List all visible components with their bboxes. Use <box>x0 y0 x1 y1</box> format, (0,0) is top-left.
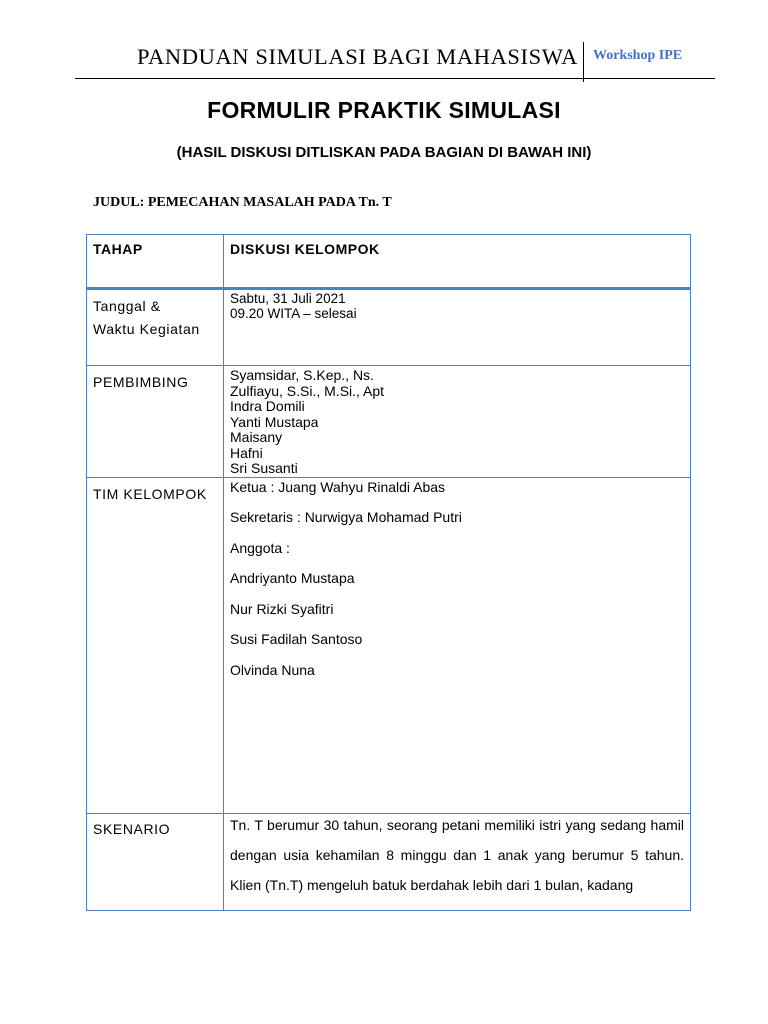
form-title: FORMULIR PRAKTIK SIMULASI <box>207 97 561 123</box>
waktu-date: Sabtu, 31 Juli 2021 <box>230 291 346 306</box>
table-row-waktu <box>87 289 691 366</box>
waktu-label-line1: Tanggal & <box>93 298 161 314</box>
pembimbing-name: Syamsidar, S.Kep., Ns. <box>230 367 374 383</box>
cell-waktu-label <box>87 289 224 366</box>
tim-anggota-label: Anggota : <box>230 539 290 556</box>
cell-waktu-value <box>224 289 691 366</box>
simulation-form-table <box>86 234 691 911</box>
header-title: PANDUAN SIMULASI BAGI MAHASISWA <box>137 44 578 69</box>
header-cell-diskusi <box>224 235 691 289</box>
cell-tim-value <box>224 477 691 813</box>
waktu-time: 09.20 WITA – selesai <box>230 306 357 321</box>
form-judul: JUDUL: PEMECAHAN MASALAH PADA Tn. T <box>93 195 392 210</box>
header-divider <box>583 42 584 82</box>
table-row-pembimbing <box>87 366 691 478</box>
col-tahap-label: TAHAP <box>93 241 143 257</box>
pembimbing-name: Sri Susanti <box>230 460 298 476</box>
col-diskusi-label: DISKUSI KELOMPOK <box>230 241 380 257</box>
tim-anggota-name: Andriyanto Mustapa <box>230 570 355 586</box>
pembimbing-name: Hafni <box>230 444 263 461</box>
tim-anggota-name: Nur Rizki Syafitri <box>230 600 334 617</box>
cell-skenario-value <box>224 813 691 910</box>
waktu-label-line2: Waktu Kegiatan <box>93 321 200 337</box>
skenario-text: Tn. T berumur 30 tahun, seorang petani memiliki istri yang sedang hamil dengan usia kehamilan 8 minggu dan 1 anak yang berumur 5 tahun. Klien (Tn.T) mengeluh batuk berdahak lebih dari 1 bulan, kadang <box>230 816 684 893</box>
tim-sekretaris: Sekretaris : Nurwigya Mohamad Putri <box>230 509 462 525</box>
table-header-row <box>87 235 691 289</box>
tim-ketua: Ketua : Juang Wahyu Rinaldi Abas <box>230 478 446 495</box>
header-rule <box>75 78 715 79</box>
pembimbing-name: Zulfiayu, S.Si., M.Si., Apt <box>230 382 385 399</box>
table-row-skenario <box>87 813 691 910</box>
cell-pembimbing-label <box>87 366 224 478</box>
header-workshop-tag: Workshop IPE <box>593 48 683 63</box>
skenario-label: SKENARIO <box>93 820 171 837</box>
pembimbing-name: Maisany <box>230 429 283 445</box>
tim-label: TIM KELOMPOK <box>93 485 207 502</box>
tim-anggota-name: Olvinda Nuna <box>230 661 315 678</box>
header-cell-tahap <box>87 235 224 289</box>
pembimbing-label: PEMBIMBING <box>93 374 189 390</box>
pembimbing-name: Yanti Mustapa <box>230 413 319 430</box>
cell-skenario-label <box>87 813 224 910</box>
table-row-tim <box>87 477 691 813</box>
tim-anggota-name: Susi Fadilah Santoso <box>230 631 363 647</box>
pembimbing-name: Indra Domili <box>230 398 305 414</box>
form-subtitle: (HASIL DISKUSI DITLISKAN PADA BAGIAN DI BAWAH INI) <box>176 144 592 161</box>
cell-tim-label <box>87 477 224 813</box>
cell-pembimbing-value <box>224 366 691 478</box>
